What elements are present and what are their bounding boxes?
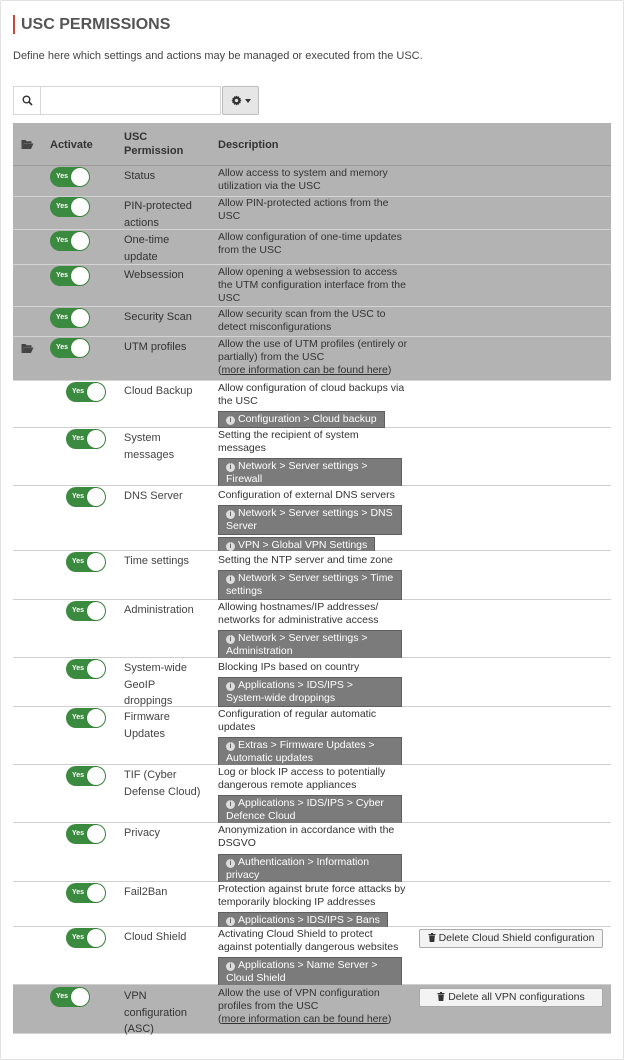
permission-description: Log or block IP access to potentially dangerous remote appliances i Applications > IDS/IPS > Cyber Defence Cloud <box>218 766 408 825</box>
activate-toggle[interactable]: Yes <box>50 338 90 358</box>
permission-name: VPN configuration (ASC) <box>124 990 187 1035</box>
table-row <box>13 765 611 823</box>
settings-link-badge[interactable]: i Network > Server settings > Administration <box>218 630 402 660</box>
permission-name: PIN-protected actions <box>124 200 192 229</box>
table-row <box>13 551 611 600</box>
table-row <box>13 927 611 985</box>
delete-vpn-configurations-button[interactable]: Delete all VPN configurations <box>419 988 603 1007</box>
settings-link-badge[interactable]: i Applications > IDS/IPS > System-wide droppings <box>218 677 402 707</box>
activate-toggle[interactable]: Yes <box>66 601 106 621</box>
activate-toggle[interactable]: Yes <box>66 883 106 903</box>
table-row <box>13 486 611 551</box>
settings-link-badge[interactable]: i Network > Server settings > DNS Server <box>218 505 402 535</box>
permission-description: Setting the NTP server and time zone i Network > Server settings > Time settings <box>218 554 408 600</box>
activate-toggle[interactable]: Yes <box>66 928 106 948</box>
permission-name: Firmware Updates <box>124 711 170 740</box>
permission-description: Anonymization in accordance with the DSGVO i Authentication > Information privacy <box>218 824 408 884</box>
info-icon: i <box>226 510 235 519</box>
activate-toggle[interactable]: Yes <box>66 382 106 402</box>
permission-name: Privacy <box>124 827 161 839</box>
page-description: Define here which settings and actions may be managed or executed from the USC. <box>13 50 423 62</box>
permission-description: Allow security scan from the USC to detect misconfigurations <box>218 308 386 333</box>
info-icon: i <box>226 575 235 584</box>
gear-icon <box>231 95 242 106</box>
permission-name: System messages <box>124 432 175 461</box>
folder-open-icon[interactable] <box>21 139 34 150</box>
table-row <box>13 230 611 265</box>
permission-description: Allow the use of VPN configuration profiles from the USC (more information can be found here) <box>218 987 392 1025</box>
trash-icon <box>428 933 436 942</box>
permission-description: Blocking IPs based on country i Applications > IDS/IPS > System-wide droppings <box>218 661 408 707</box>
settings-link-badge[interactable]: i Configuration > Cloud backup <box>218 411 385 428</box>
permission-description: Allowing hostnames/IP addresses/ networks for administrative access i Network > Server settings > Administration <box>218 601 408 660</box>
settings-dropdown-button[interactable] <box>222 86 259 115</box>
table-row <box>13 166 611 197</box>
activate-toggle[interactable]: Yes <box>50 987 90 1007</box>
permission-description: Allow the use of UTM profiles (entirely or partially) from the USC (more information can be found here) <box>218 338 408 376</box>
search-icon <box>14 87 41 114</box>
table-row <box>13 823 611 882</box>
permission-name: Cloud Shield <box>124 931 187 943</box>
info-icon: i <box>226 416 235 425</box>
info-icon: i <box>226 682 235 691</box>
table-header <box>13 123 611 166</box>
settings-link-badge[interactable]: i Network > Server settings > Time settings <box>218 570 402 600</box>
table-row <box>13 265 611 307</box>
activate-toggle[interactable]: Yes <box>66 659 106 679</box>
table-row <box>13 197 611 230</box>
header-permission: USC Permission <box>124 131 184 157</box>
settings-link-badge[interactable]: i Applications > IDS/IPS > Cyber Defence Cloud <box>218 795 402 825</box>
activate-toggle[interactable]: Yes <box>50 266 90 286</box>
search-box <box>13 86 221 115</box>
permission-description: Allow configuration of cloud backups via the USC i Configuration > Cloud backup <box>218 382 408 428</box>
table-row <box>13 882 611 927</box>
info-icon: i <box>226 859 235 868</box>
permission-name: One-time update <box>124 234 170 263</box>
permission-name: Cloud Backup <box>124 385 193 397</box>
activate-toggle[interactable]: Yes <box>66 766 106 786</box>
activate-toggle[interactable]: Yes <box>66 429 106 449</box>
delete-cloud-shield-button[interactable]: Delete Cloud Shield configuration <box>419 929 603 948</box>
activate-toggle[interactable]: Yes <box>50 308 90 328</box>
permission-name: Websession <box>124 269 184 281</box>
settings-link-badge[interactable]: i Network > Server settings > Firewall <box>218 458 402 488</box>
permission-name: Security Scan <box>124 311 192 323</box>
search-input[interactable] <box>42 87 220 114</box>
permission-description: Allow PIN-protected actions from the USC <box>218 197 389 222</box>
settings-link-badge[interactable]: i Applications > Name Server > Cloud Shield <box>218 957 402 987</box>
permission-name: TIF (Cyber Defense Cloud) <box>124 769 201 798</box>
folder-open-icon[interactable] <box>21 343 34 354</box>
info-icon: i <box>226 542 235 551</box>
settings-link-badge[interactable]: i Applications > IDS/IPS > Bans <box>218 912 388 929</box>
permission-description: Protection against brute force attacks by temporarily blocking IP addresses i Applications > IDS/IPS > Bans <box>218 883 408 929</box>
table-row <box>13 985 611 1034</box>
permission-description: Configuration of regular automatic updates i Extras > Firmware Updates > Automatic updates <box>218 708 408 767</box>
permission-description: Allow opening a websession to access the UTM configuration interface from the USC <box>218 266 406 304</box>
permission-name: System-wide GeoIP droppings <box>124 662 187 707</box>
header-description: Description <box>218 139 279 151</box>
settings-link-badge[interactable]: i VPN > Global VPN Settings <box>218 537 375 554</box>
more-info-link[interactable]: more information can be found here <box>221 1013 388 1025</box>
permission-description: Setting the recipient of system messages i Network > Server settings > Firewall <box>218 429 408 488</box>
activate-toggle[interactable]: Yes <box>66 824 106 844</box>
settings-link-badge[interactable]: i Authentication > Information privacy <box>218 854 402 884</box>
activate-toggle[interactable]: Yes <box>66 552 106 572</box>
permission-name: DNS Server <box>124 490 183 502</box>
page-title: USC PERMISSIONS <box>13 15 170 34</box>
header-activate: Activate <box>50 139 93 151</box>
table-row <box>13 600 611 658</box>
table-row <box>13 707 611 765</box>
table-row <box>13 307 611 337</box>
activate-toggle[interactable]: Yes <box>66 487 106 507</box>
table-row <box>13 381 611 428</box>
table-row <box>13 658 611 707</box>
info-icon: i <box>226 742 235 751</box>
permission-description: Allow access to system and memory utilization via the USC <box>218 167 388 192</box>
permission-name: Status <box>124 170 156 182</box>
permission-name: Administration <box>124 604 194 616</box>
activate-toggle[interactable]: Yes <box>66 708 106 728</box>
info-icon: i <box>226 962 235 971</box>
permission-description: Activating Cloud Shield to protect against potentially dangerous websites i Applications > Name Server > Cloud Shield <box>218 928 408 987</box>
activate-toggle[interactable]: Yes <box>50 167 90 187</box>
info-icon: i <box>226 800 235 809</box>
settings-link-badge[interactable]: i Extras > Firmware Updates > Automatic updates <box>218 737 402 767</box>
permission-name: Fail2Ban <box>124 886 168 898</box>
activate-toggle[interactable]: Yes <box>50 231 90 251</box>
info-icon: i <box>226 463 235 472</box>
permission-description: Allow configuration of one-time updates from the USC <box>218 231 402 256</box>
permission-name: UTM profiles <box>124 341 187 353</box>
trash-icon <box>437 992 445 1001</box>
info-icon: i <box>226 635 235 644</box>
chevron-down-icon <box>245 99 251 103</box>
activate-toggle[interactable]: Yes <box>50 197 90 217</box>
table-row <box>13 337 611 381</box>
table-row <box>13 428 611 486</box>
info-icon: i <box>226 917 235 926</box>
permission-description: Configuration of external DNS servers i Network > Server settings > DNS Server i VPN > Global VPN Settings <box>218 489 408 554</box>
permission-name: Time settings <box>124 555 190 567</box>
more-info-link[interactable]: more information can be found here <box>221 364 388 376</box>
